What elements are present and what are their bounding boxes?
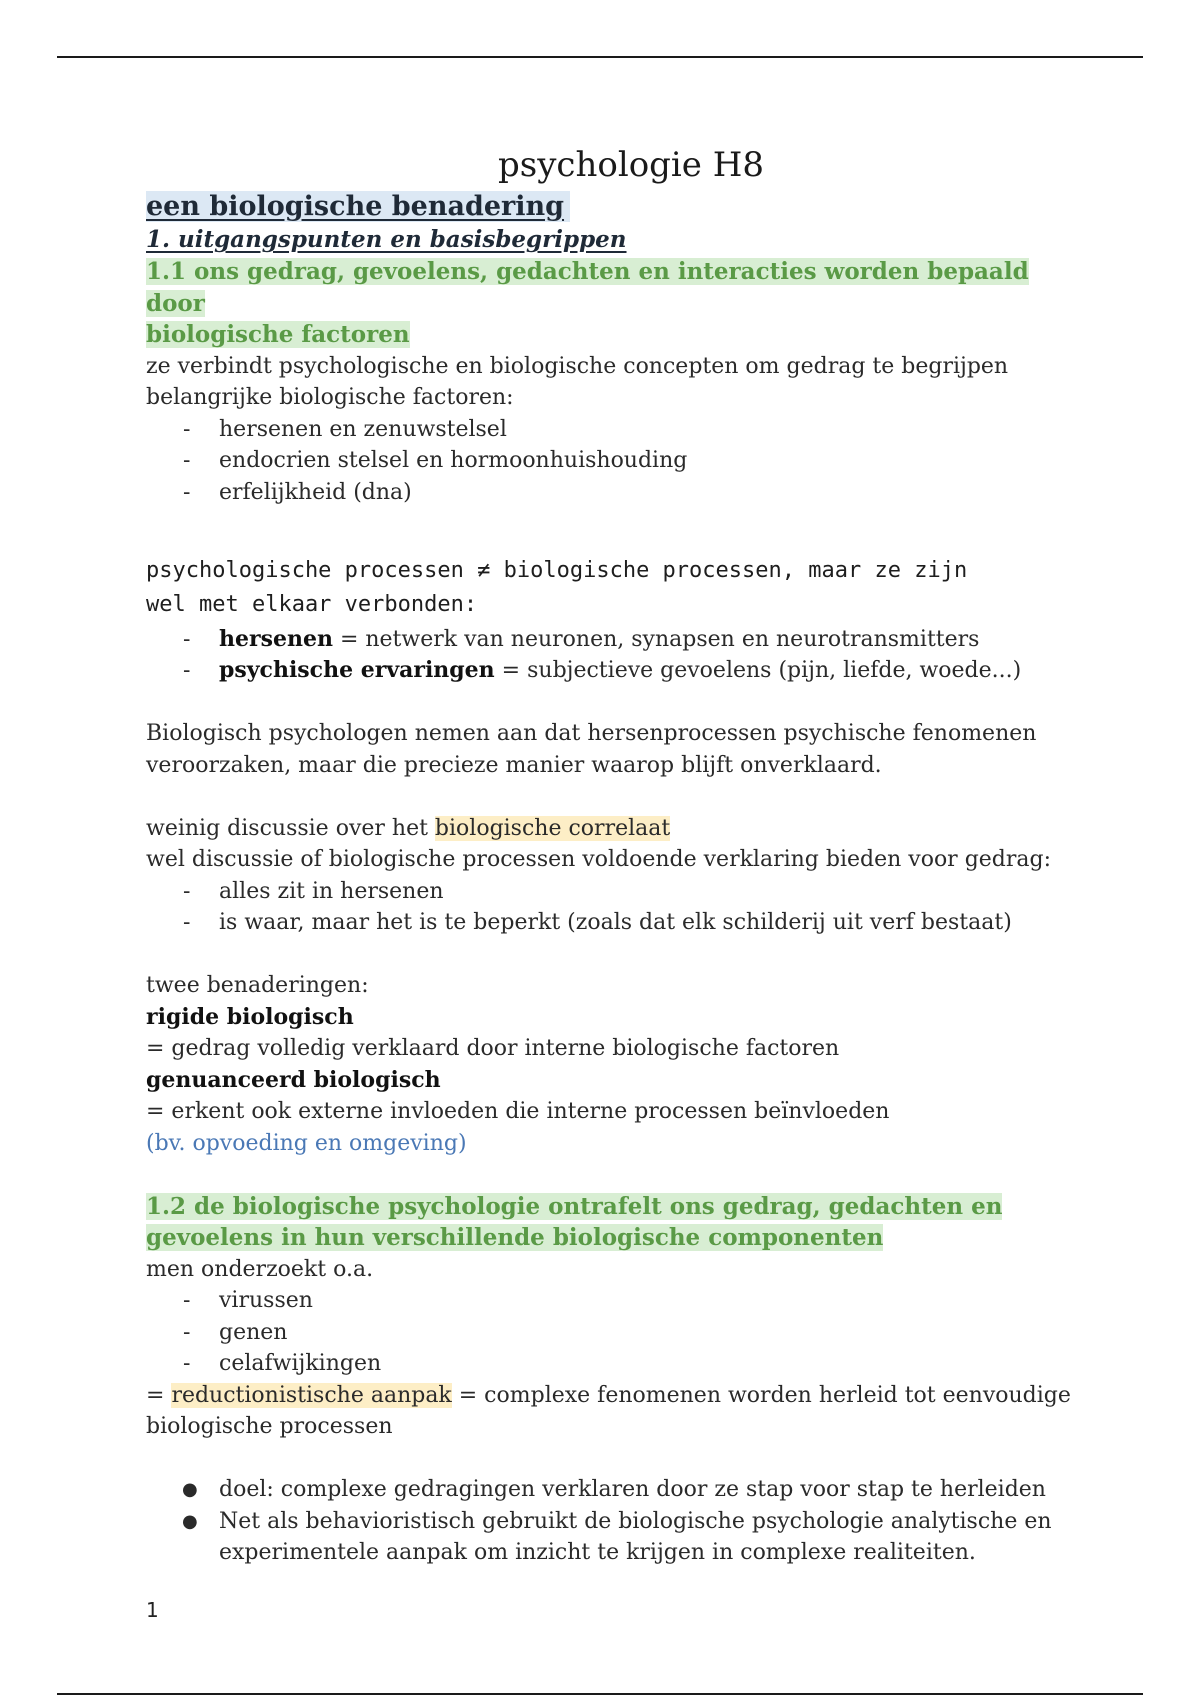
highlight-term: biologische correlaat <box>434 815 671 841</box>
paragraph-line: Biologisch psychologen nemen aan dat hersenprocessen psychische fenomenen <box>146 721 1037 746</box>
approach-definition: = erkent ook externe invloeden die interne processen beïnvloeden <box>146 1099 890 1124</box>
subsection-heading-1-2: 1.2 de biologische psychologie ontrafelt ons gedrag, gedachten en gevoelens in hun verschillende biologische componenten <box>146 1192 1003 1251</box>
bullet-icon: ● <box>182 1479 198 1500</box>
section-heading: 1. uitgangspunten en basisbegrippen <box>146 226 627 253</box>
page-content <box>146 140 1086 1569</box>
research-intro: men onderzoekt o.a. <box>146 1256 374 1282</box>
discussion-list <box>146 876 1086 939</box>
reduction-line: = reductionistische aanpak = complexe fenomenen worden herleid tot eenvoudige <box>146 1382 1071 1408</box>
footer-rule <box>57 1693 1143 1695</box>
code-line: psychologische processen ≠ biologische processen, maar ze zijn <box>146 557 968 583</box>
page-number: 1 <box>146 1598 159 1622</box>
list-item: - celafwijkingen <box>183 1351 382 1376</box>
approach-term: genuanceerd biologisch <box>146 1066 441 1093</box>
highlight-term: reductionistische aanpak <box>171 1382 452 1408</box>
code-line: wel met elkaar verbonden: <box>146 591 478 617</box>
page-title: psychologie H8 <box>497 145 765 185</box>
list-item: - virussen <box>183 1288 313 1313</box>
list-item: ● doel: complexe gedragingen verklaren door ze stap voor stap te herleiden <box>146 1474 1086 1506</box>
reduction-line: biologische processen <box>146 1414 393 1439</box>
list-item: - psychische ervaringen = subjectieve gevoelens (pijn, liefde, woede...) <box>183 657 1022 683</box>
approaches-label: twee benaderingen: <box>146 973 369 998</box>
approach-definition: = gedrag volledig verklaard door interne biologische factoren <box>146 1036 840 1061</box>
header-rule <box>57 56 1143 58</box>
intro-text: ze verbindt psychologische en biologische concepten om gedrag te begrijpen <box>146 353 1009 379</box>
approach-term: rigide biologisch <box>146 1003 354 1030</box>
bullet-list <box>146 1474 1086 1569</box>
discussion-line: weinig discussie over het biologische correlaat <box>146 815 671 841</box>
factors-label: belangrijke biologische factoren: <box>146 385 514 410</box>
discussion-line: wel discussie of biologische processen voldoende verklaring bieden voor gedrag: <box>146 847 1052 872</box>
subsection-heading-1-1: 1.1 ons gedrag, gevoelens, gedachten en interacties worden bepaald door biologische factoren <box>146 258 1029 348</box>
chapter-heading: een biologische benadering <box>146 190 1086 224</box>
factors-list <box>146 414 1086 509</box>
list-item: ● Net als behavioristisch gebruikt de biologische psychologie analytische en experimentele aanpak om inzicht te krijgen in complexe realiteiten. <box>146 1506 1086 1569</box>
definitions-list <box>146 624 1086 687</box>
paragraph-line: veroorzaken, maar die precieze manier waarop blijft onverklaard. <box>146 752 882 778</box>
research-list <box>146 1285 1086 1380</box>
list-item: - hersenen en zenuwstelsel <box>183 416 507 442</box>
list-item: - is waar, maar het is te beperkt (zoals dat elk schilderij uit verf bestaat) <box>183 910 1012 935</box>
approach-example: (bv. opvoeding en omgeving) <box>146 1130 467 1156</box>
list-item: - genen <box>183 1319 288 1345</box>
bullet-icon: ● <box>182 1510 198 1532</box>
list-item: - hersenen = netwerk van neuronen, synapsen en neurotransmitters <box>183 625 980 652</box>
list-item: - alles zit in hersenen <box>183 878 444 904</box>
list-item: - erfelijkheid (dna) <box>183 479 412 505</box>
list-item: - endocrien stelsel en hormoonhuishouding <box>183 448 688 473</box>
